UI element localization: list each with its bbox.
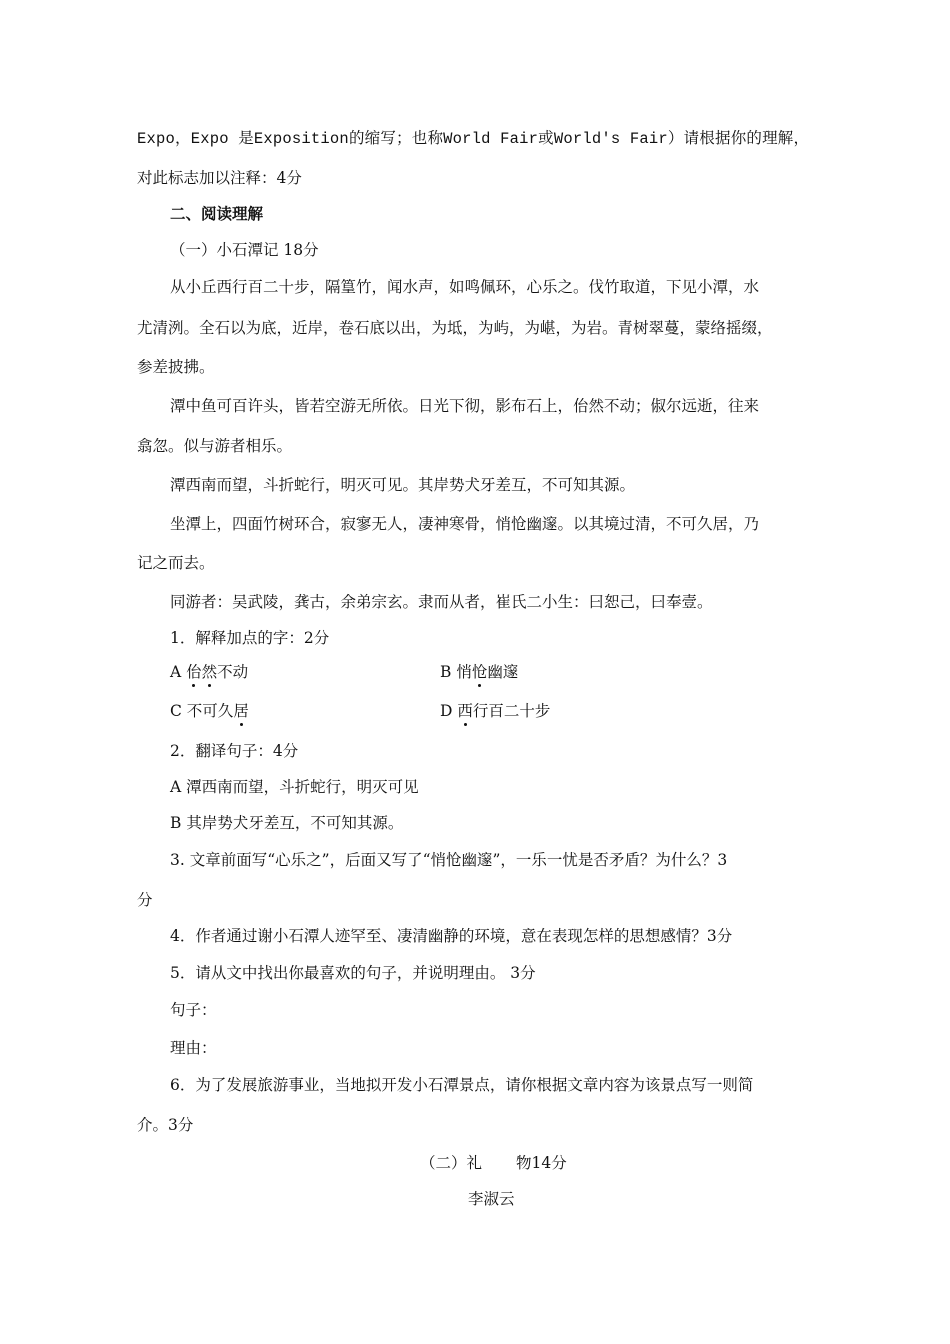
section-title: 二、阅读理解	[170, 204, 264, 223]
expo-text-g: World's Fair	[553, 130, 668, 148]
expo-text-d: 的缩写；也称	[348, 129, 444, 147]
question-3: 3. 文章前面写“心乐之”，后面又写了“悄怆幽邃”，一乐一忧是否矛盾？为什么？3	[170, 851, 728, 869]
passage1-p2-line1: 潭中鱼可百许头，皆若空游无所依。日光下彻，影布石上，佁然不动；俶尔远逝，往来	[170, 397, 760, 415]
passage1-p4-line1: 坐潭上，四面竹树环合，寂寥无人，凄神寒骨，悄怆幽邃。以其境过清，不可久居，乃	[170, 515, 760, 533]
option-d-rest: 行百二十步	[472, 702, 551, 720]
passage2-heading-b: 物	[516, 1154, 532, 1172]
passage1-p5: 同游者：吴武陵，龚古，余弟宗玄。隶而从者，崔氏二小生：曰恕己，曰奉壹。	[170, 593, 713, 611]
question-6-cont: 介。3分	[137, 1116, 194, 1134]
expo-note-line-2: 对此标志加以注释：4分	[137, 169, 302, 187]
passage2-heading-a: （二）礼	[420, 1154, 483, 1172]
expo-text-a: Expo，Expo	[137, 130, 239, 148]
passage1-heading: （一）小石潭记 18分	[170, 241, 319, 259]
option-a-dotted-char-2: 然	[201, 663, 218, 681]
question-1-option-a	[170, 662, 248, 682]
option-d-prefix: D	[440, 702, 458, 720]
question-5-sentence-label: 句子：	[170, 1001, 217, 1019]
passage1-p1-line2: 尤清洌。全石以为底，近岸，卷石底以出，为坻，为屿，为嵁，为岩。青树翠蔓，蒙络摇缀，	[137, 319, 773, 337]
passage2-heading-score: 14分	[531, 1154, 567, 1172]
expo-text-h: ）请根据你的理解，	[667, 129, 810, 147]
passage1-p1-line3: 参差披拂。	[137, 358, 215, 376]
passage1-p2-line2: 翕忽。似与游者相乐。	[137, 437, 293, 455]
option-a-prefix: A	[170, 663, 187, 681]
option-c-prefix: C	[170, 702, 187, 720]
question-3-cont: 分	[137, 891, 153, 909]
question-5-reason-label: 理由：	[170, 1039, 217, 1057]
option-b-prefix: B	[440, 663, 457, 681]
passage2-heading	[420, 1153, 567, 1173]
option-b-pre: 悄	[456, 663, 472, 681]
passage1-p1-line1: 从小丘西行百二十步，隔篁竹，闻水声，如鸣佩环，心乐之。伐竹取道，下见小潭，水	[170, 278, 760, 296]
question-1-option-b	[440, 662, 518, 682]
question-4: 4．作者通过谢小石潭人迹罕至、凄清幽静的环境，意在表现怎样的思想感情？3分	[170, 927, 733, 945]
expo-text-c: Exposition	[253, 130, 349, 148]
question-2-a: A 潭西南而望，斗折蛇行，明灭可见	[170, 778, 419, 796]
option-a-dotted-char: 佁	[186, 663, 202, 681]
question-6: 6．为了发展旅游事业，当地拟开发小石潭景点，请你根据文章内容为该景点写一则简	[170, 1076, 754, 1094]
passage2-author: 李淑云	[468, 1190, 515, 1208]
option-d-dotted-char: 西	[457, 702, 473, 720]
question-1: 1．解释加点的字：2分	[170, 629, 330, 647]
option-b-dotted-char: 怆	[471, 663, 488, 681]
expo-text-b: 是	[238, 129, 254, 147]
passage1-p3: 潭西南而望，斗折蛇行，明灭可见。其岸势犬牙差互，不可知其源。	[170, 476, 636, 494]
question-2-b: B 其岸势犬牙差互，不可知其源。	[170, 814, 404, 832]
option-c-pre: 不可久	[186, 702, 234, 720]
option-b-rest: 幽邃	[487, 663, 519, 681]
passage1-p4-line2: 记之而去。	[137, 554, 215, 572]
option-a-rest: 不动	[217, 663, 249, 681]
expo-text-f: 或	[538, 129, 554, 147]
question-1-option-d	[440, 701, 550, 721]
expo-note-line	[137, 128, 809, 149]
option-c-dotted-char: 居	[233, 702, 249, 720]
expo-text-e: World Fair	[443, 130, 539, 148]
question-1-option-c	[170, 701, 249, 721]
question-5: 5．请从文中找出你最喜欢的句子，并说明理由。 3分	[170, 964, 536, 982]
question-2: 2．翻译句子：4分	[170, 742, 299, 760]
